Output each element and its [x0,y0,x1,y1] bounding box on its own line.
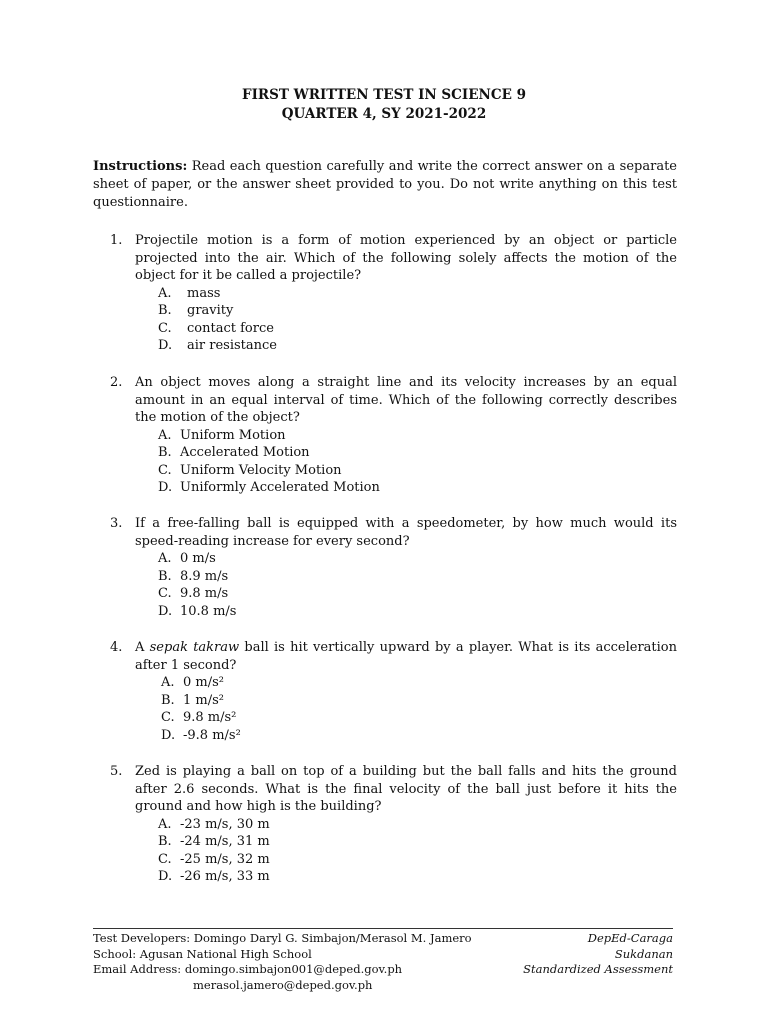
option-b [158,302,677,320]
option-c [158,851,677,869]
option-c [161,709,677,727]
footer-region: DepEd-Caraga [587,931,673,945]
test-title: FIRST WRITTEN TEST IN SCIENCE 9 [241,87,526,103]
option-text: 8.9 m/s [180,568,229,584]
instructions [93,158,677,212]
footer-email: Email Address: domingo.simbajon001@deped.gov.ph [93,962,403,976]
question-number: 2. [110,375,123,390]
question-3 [110,515,677,620]
option-letter: A. [161,675,175,690]
option-letter: B. [158,568,172,584]
option-text: air resistance [187,338,277,353]
option-letter: C. [158,586,172,601]
option-c [158,585,677,603]
option-letter: A. [158,816,172,832]
footer-publisher [523,931,673,978]
option-text: -24 m/s, 31 m [180,834,270,849]
option-letter: B. [158,303,172,318]
question-number: 5. [110,764,123,779]
question-2 [110,374,677,497]
option-a [158,816,677,834]
option-text: gravity [187,303,234,318]
question-1 [110,232,677,355]
answer-options [158,550,677,620]
question-text: Projectile motion is a form of motion experienced by an object or particle projected into the air. Which of the following solely affects the motion of the object for it be called a projectile? [135,233,677,283]
option-letter: C. [158,462,172,478]
option-text: contact force [187,320,274,336]
option-text: 9.8 m/s² [183,710,237,725]
test-subtitle: QUARTER 4, SY 2021-2022 [281,106,487,122]
answer-options [158,427,677,497]
option-letter: C. [158,320,172,336]
question-5 [110,763,677,886]
answer-options [158,816,677,886]
option-text: Uniform Motion [180,427,286,443]
option-letter: D. [158,603,173,619]
question-text [135,639,677,674]
option-b [158,444,677,462]
option-text: mass [187,285,221,301]
question-number: 1. [110,233,123,248]
option-letter: D. [161,727,176,743]
option-letter: A. [158,427,172,443]
option-text: -9.8 m/s² [183,727,241,743]
option-a [158,550,677,568]
option-letter: C. [158,851,172,867]
option-c [158,462,677,480]
option-letter: B. [158,445,172,460]
option-b [158,833,677,851]
option-b [158,568,677,586]
question-number: 3. [110,516,123,531]
option-d [158,868,677,886]
question-4 [110,639,677,744]
option-text: Accelerated Motion [180,445,310,460]
option-letter: D. [158,338,173,353]
instructions-text: Read each question carefully and write the correct answer on a separate sheet of paper, or the answer sheet provided to you. Do not write anything on this test questionnaire. [93,159,677,210]
option-b [161,692,677,710]
option-text: -23 m/s, 30 m [180,816,270,832]
option-text: 0 m/s² [183,675,224,690]
option-text: Uniform Velocity Motion [180,462,342,478]
option-a [158,427,677,445]
option-c [158,320,677,338]
option-text: -26 m/s, 33 m [180,869,270,884]
footer-school: School: Agusan National High School [93,946,312,961]
footer-email-2: merasol.jamero@deped.gov.ph [193,977,373,992]
footer-divider [93,928,673,929]
option-d [161,727,677,745]
answer-options [158,285,677,355]
option-text: 0 m/s [180,551,216,566]
option-d [158,337,677,355]
footer-sukdanan: Sukdanan [614,946,673,961]
question-text: Zed is playing a ball on top of a building but the ball falls and hits the ground after 2.6 seconds. What is the final velocity of the ball just before it hits the ground and how high is the building? [135,764,677,814]
option-letter: D. [158,480,173,495]
option-letter: D. [158,869,173,884]
footer-credits [93,931,472,993]
question-text-suffix: ball is hit vertically upward by a player. What is its acceleration after 1 second? [135,640,677,673]
question-text-prefix: A [135,640,150,655]
option-text: 1 m/s² [183,692,224,708]
option-letter: B. [161,692,175,708]
option-d [158,479,677,497]
option-letter: C. [161,710,175,725]
option-text: 10.8 m/s [180,603,237,619]
option-text: Uniformly Accelerated Motion [180,480,380,495]
question-text: An object moves along a straight line and its velocity increases by an equal amount in an equal interval of time. Which of the following correctly describes the motion of the object? [135,375,677,425]
footer-developers: Test Developers: Domingo Daryl G. Simbajon/Merasol M. Jamero [93,931,472,945]
option-a [161,674,677,692]
footer-assessment: Standardized Assessment [523,962,673,976]
option-letter: B. [158,834,172,849]
instructions-label: Instructions: [93,159,188,174]
option-a [158,285,677,303]
option-letter: A. [158,285,172,301]
question-number: 4. [110,640,123,655]
option-letter: A. [158,551,172,566]
option-d [158,603,677,621]
option-text: -25 m/s, 32 m [180,851,270,867]
option-text: 9.8 m/s [180,586,229,601]
question-text: If a free-falling ball is equipped with a speedometer, by how much would its speed-reading increase for every second? [135,516,677,549]
answer-options [161,674,677,744]
question-text-italic: sepak takraw [149,640,240,655]
